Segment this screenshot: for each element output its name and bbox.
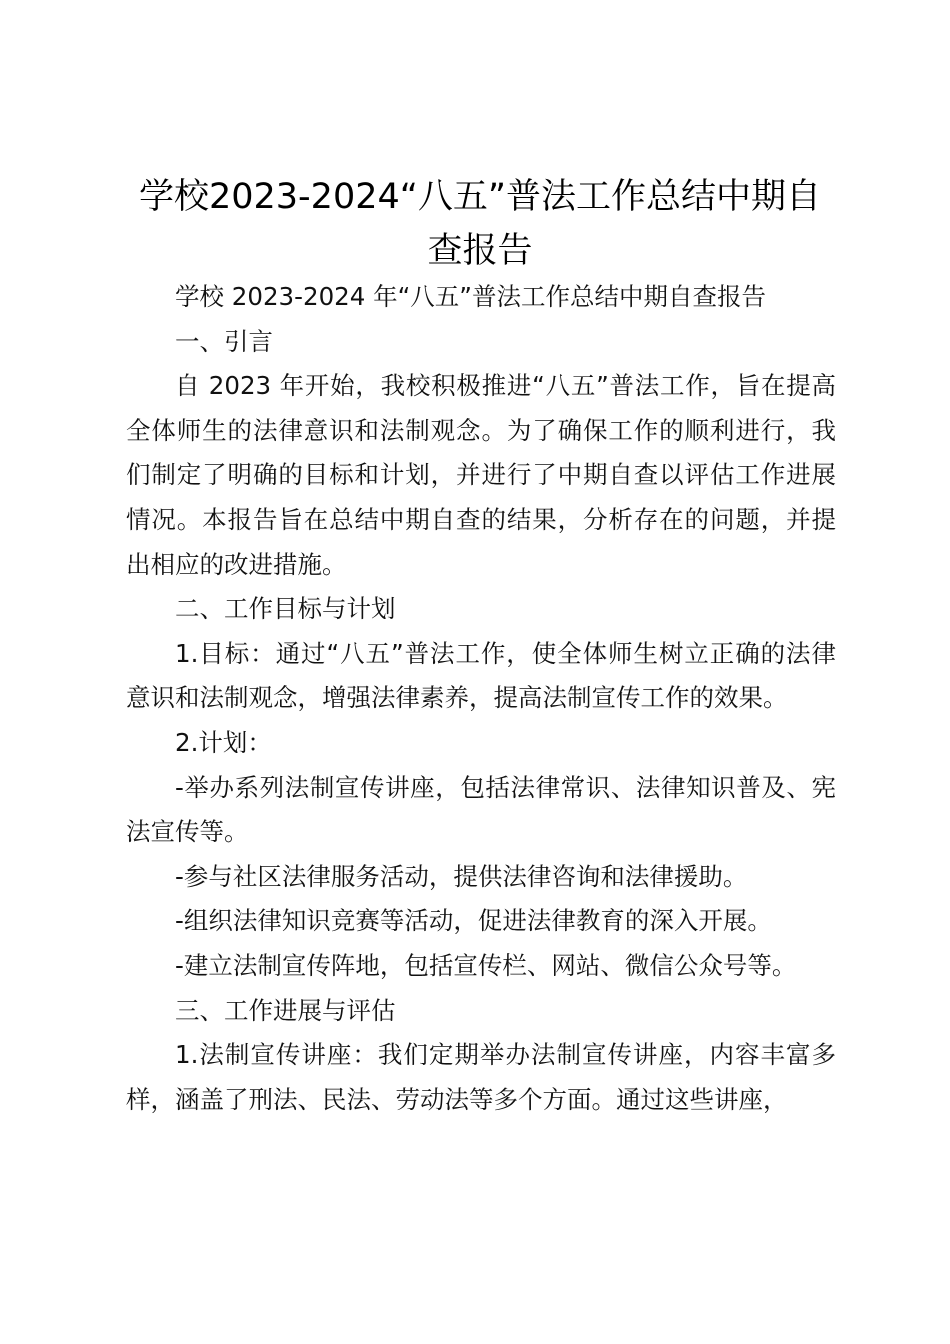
plan-item: -组织法律知识竞赛等活动，促进法律教育的深入开展。	[175, 906, 772, 936]
section-heading-goals-plans: 二、工作目标与计划	[175, 594, 396, 624]
introduction-paragraph: 自 2023 年开始，我校积极推进“八五”普法工作，旨在提高全体师生的法律意识和法制观念。为了确保工作的顺利进行，我们制定了明确的目标和计划，并进行了中期自查以评估工作进展情况。本报告旨在总结中期自查的结果，分析存在的问题，并提出相应的改进措施。	[126, 371, 836, 579]
plan-heading: 2.计划：	[175, 727, 272, 757]
document-title: 学校2023-2024“八五”普法工作总结中期自查报告	[138, 177, 822, 271]
section-heading-progress: 三、工作进展与评估	[175, 995, 396, 1025]
document-body	[126, 275, 836, 1122]
plan-item: -建立法制宣传阵地，包括宣传栏、网站、微信公众号等。	[175, 950, 797, 980]
plan-item: -参与社区法律服务活动，提供法律咨询和法律援助。	[175, 861, 748, 891]
goal-paragraph: 1.目标：通过“八五”普法工作，使全体师生树立正确的法律意识和法制观念，增强法律素养，提高法制宣传工作的效果。	[126, 638, 836, 713]
progress-paragraph: 1.法制宣传讲座：我们定期举办法制宣传讲座，内容丰富多样，涵盖了刑法、民法、劳动法等多个方面。通过这些讲座，	[126, 1040, 836, 1114]
plan-item: -举办系列法制宣传讲座，包括法律常识、法律知识普及、宪法宣传等。	[126, 772, 836, 847]
section-heading-introduction: 一、引言	[175, 326, 273, 356]
subtitle-paragraph: 学校 2023-2024 年“八五”普法工作总结中期自查报告	[175, 282, 767, 311]
